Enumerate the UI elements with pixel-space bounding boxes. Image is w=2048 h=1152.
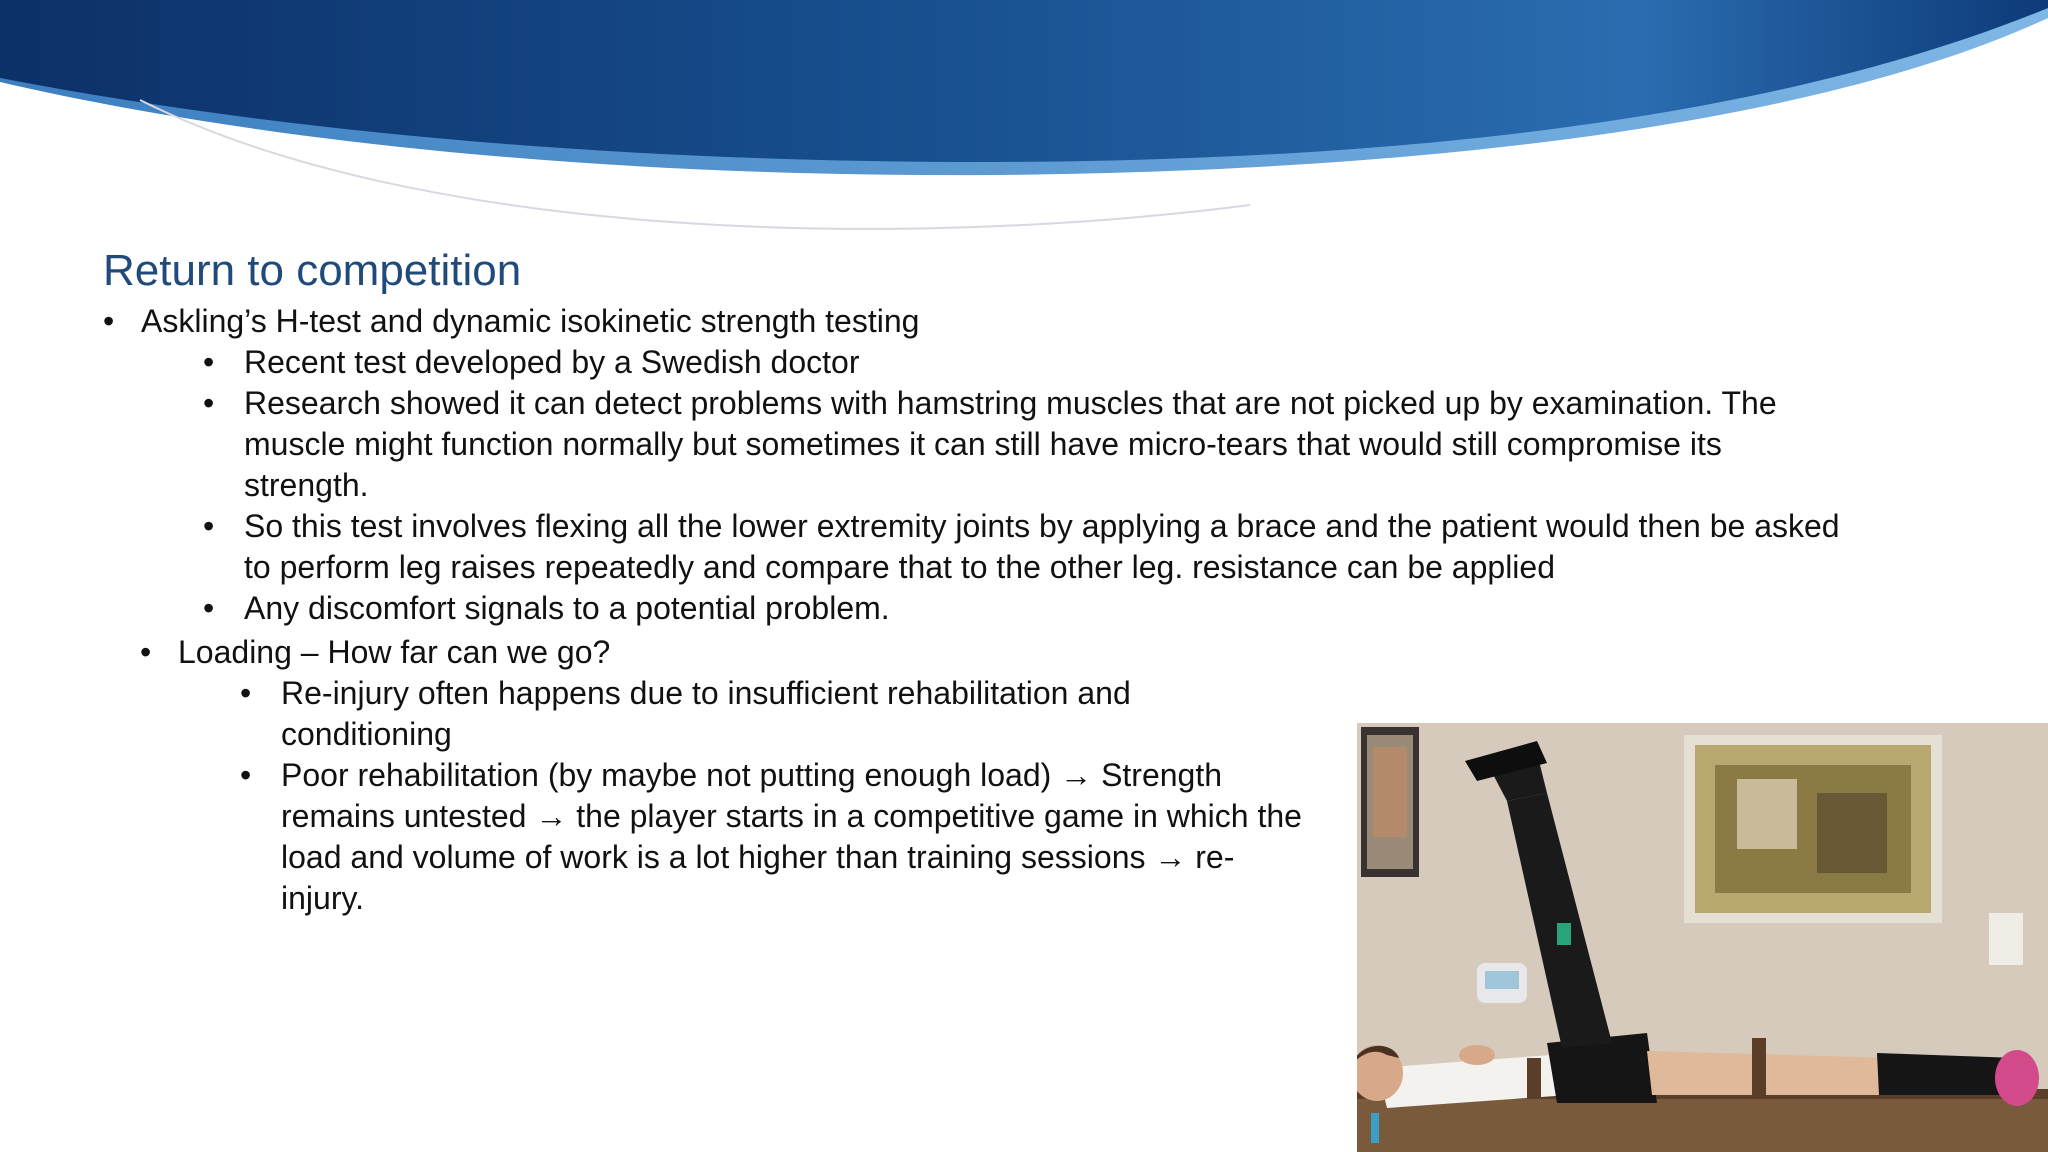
bullet-icon: • (140, 634, 152, 670)
list-item (203, 383, 1853, 506)
list-item (140, 632, 1440, 673)
list-item (103, 301, 1903, 342)
askling-sub-list (203, 342, 1853, 629)
bullet-icon: • (203, 508, 215, 544)
bullet-text: Research showed it can detect problems with hamstring muscles that are not picked up by examination. The muscle might function normally but sometimes it can still have micro-tears that would still compromise its strength. (244, 385, 1777, 503)
loading-sub-list (240, 673, 1310, 919)
bullet-text: Poor rehabilitation (by maybe not putting enough load) → Strength remains untested → the player starts in a competitive game in which the load and volume of work is a lot higher than training sessions → re-injury. (281, 757, 1302, 916)
bullet-icon: • (203, 344, 215, 380)
bullet-text: Re-injury often happens due to insufficient rehabilitation and conditioning (281, 675, 1131, 752)
bullet-text: Recent test developed by a Swedish doctor (244, 344, 860, 380)
patient-leg-raise-photo (1357, 723, 2048, 1152)
bullet-list-loading (140, 632, 1440, 673)
list-item (240, 755, 1310, 919)
bullet-text: Askling’s H-test and dynamic isokinetic strength testing (141, 303, 920, 339)
bullet-icon: • (203, 385, 215, 421)
list-item (203, 342, 1853, 383)
list-item (240, 673, 1310, 755)
bullet-icon: • (103, 303, 115, 339)
bullet-list-askling (103, 301, 1903, 342)
header-wave-banner (0, 0, 2048, 260)
bullet-text: Loading – How far can we go? (178, 634, 611, 670)
bullet-icon: • (240, 757, 252, 793)
bullet-text: Any discomfort signals to a potential problem. (244, 590, 890, 626)
bullet-text: So this test involves flexing all the lower extremity joints by applying a brace and the patient would then be asked to perform leg raises repeatedly and compare that to the other leg. resistance can be applied (244, 508, 1840, 585)
list-item (203, 506, 1853, 588)
bullet-icon: • (203, 590, 215, 626)
slide-title: Return to competition (103, 246, 522, 295)
bullet-icon: • (240, 675, 252, 711)
list-item (203, 588, 1853, 629)
